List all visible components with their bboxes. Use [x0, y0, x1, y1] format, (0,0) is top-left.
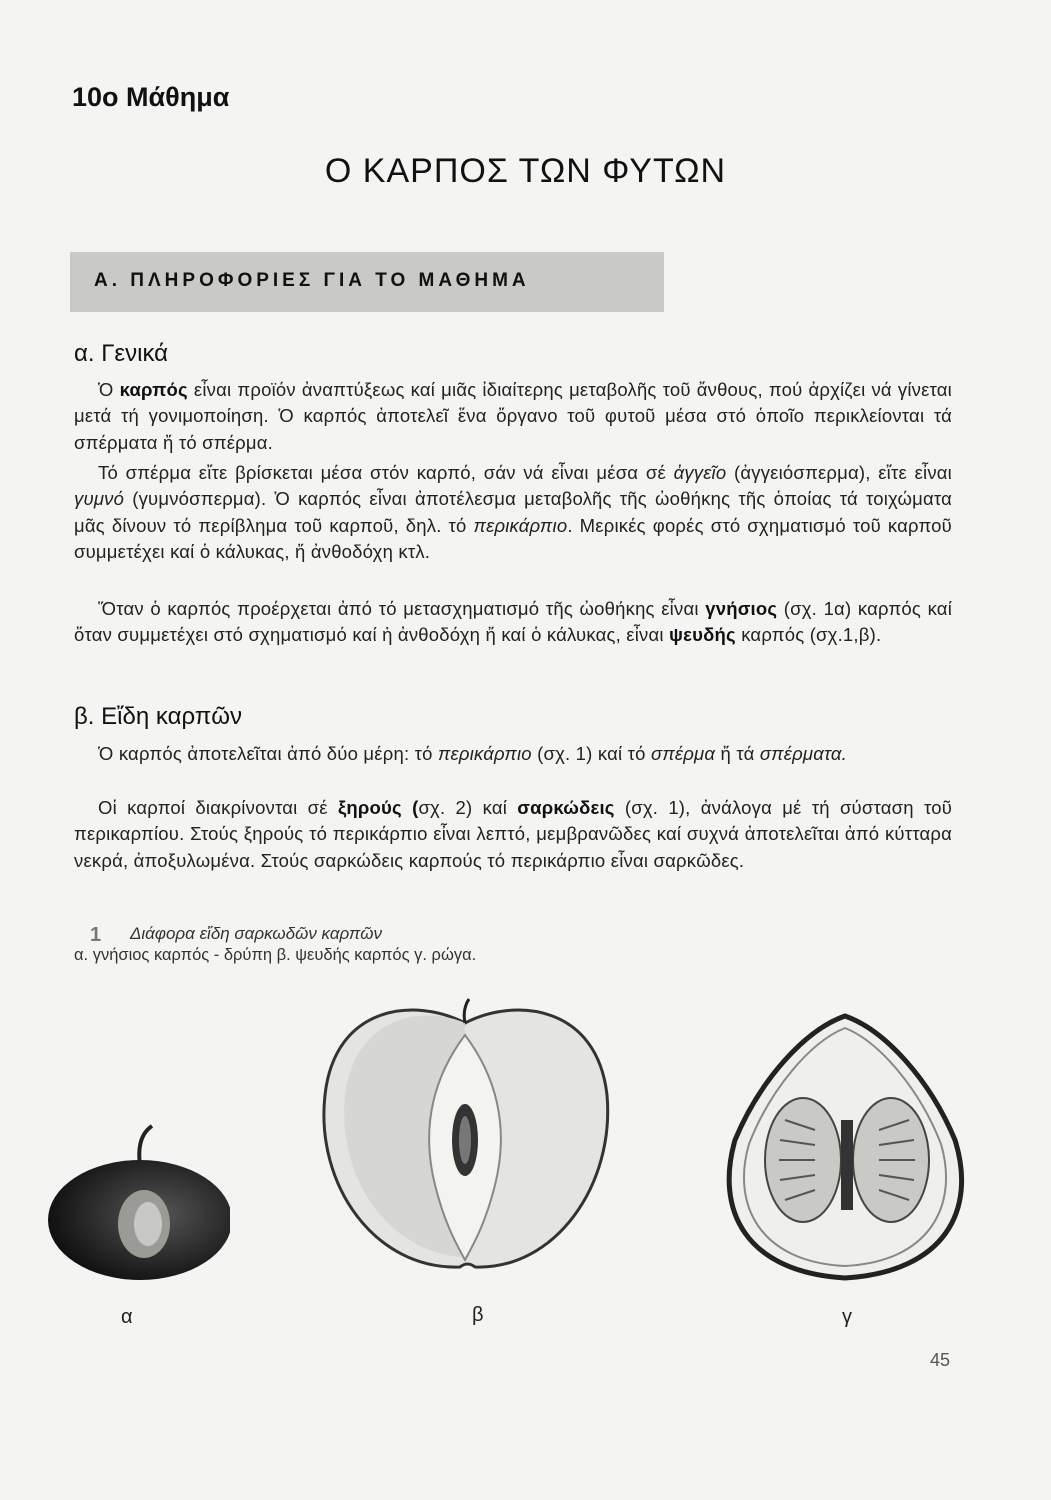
figure-label-a: α [121, 1306, 133, 1328]
figure-label-g: γ [842, 1306, 852, 1328]
section-banner-label: Α. ΠΛΗΡΟΦΟΡΙΕΣ ΓΙΑ ΤΟ ΜΑΘΗΜΑ [94, 270, 530, 291]
section-b-paragraph-1: Ὁ καρπός ἀποτελεῖται ἀπό δύο μέρη: τό περικάρπιο (σχ. 1) καί τό σπέρμα ἤ τά σπέρματα. [98, 743, 847, 764]
figure-label-b: β [472, 1304, 484, 1326]
section-a-heading: α. Γενικά [74, 340, 169, 367]
section-banner [70, 252, 664, 312]
section-a-paragraph-1: Ὁ καρπός εἶναι προϊόν ἀναπτύξεως καί μιᾶς ἰδιαίτερης μεταβολῆς τοῦ ἄνθους, πού ἀρχίζει νά γίνεται μετά τή γονιμοποίηση. Ὁ καρπός ἀποτελεῖ ἕνα ὄργανο τοῦ φυτοῦ μέσα στό ὁποῖο περικλείονται τά σπέρματα ἤ τό σπέρμα. [74, 379, 952, 453]
figure-title: Διάφορα εἴδη σαρκωδῶν καρπῶν [130, 924, 383, 943]
page-title: Ο ΚΑΡΠΟΣ ΤΩΝ ΦΥΤΩΝ [324, 152, 727, 190]
section-a-paragraph-2: Τό σπέρμα εἴτε βρίσκεται μέσα στόν καρπό, σάν νά εἶναι μέσα σέ ἀγγεῖο (ἀγγειόσπερμα), εἴτε εἶναι γυμνό (γυμνόσπερμα). Ὁ καρπός εἶναι ἀποτέλεσμα μεταβολῆς τῆς ὠοθήκης τῆς ὁποίας τά τοιχώματα μᾶς δίνουν τό περίβλημα τοῦ καρποῦ, δηλ. τό περικάρπιο. Μερικές φορές στό σχηματισμό τοῦ καρποῦ συμμετέχει καί ὁ κάλυκας, ἤ ἀνθοδόχη κτλ. [74, 462, 952, 562]
berry-illustration [715, 1010, 975, 1285]
drupe-illustration [40, 1120, 230, 1280]
page-number: 45 [930, 1350, 951, 1370]
section-a-paragraph-3: Ὅταν ὁ καρπός προέρχεται ἀπό τό μετασχηματισμό τῆς ὠοθήκης εἶναι γνήσιος (σχ. 1α) καρπός καί ὅταν συμμετέχει στό σχηματισμό καί ἡ ἀνθοδόχη ἤ καί ὁ κάλυκας, εἶναι ψευδής καρπός (σχ.1,β). [74, 598, 953, 646]
figure-caption: α. γνήσιος καρπός - δρύπη β. ψευδής καρπός γ. ρώγα. [74, 946, 477, 964]
section-b-paragraph-2: Οἱ καρποί διακρίνονται σέ ξηρούς (σχ. 2) καί σαρκώδεις (σχ. 1), ἀνάλογα μέ τή σύσταση τοῦ περικαρπίου. Στούς ξηρούς τό περικάρπιο εἶναι λεπτό, μεμβρανῶδες καί συχνά ἀποτελεῖται ἀπό κύτταρα νεκρά, ἀποξυλωμένα. Στούς σαρκώδεις καρπούς τό περικάρπιο εἶναι σαρκῶδες. [74, 797, 953, 871]
section-b-heading: β. Εἴδη καρπῶν [74, 703, 243, 730]
apple-illustration [315, 995, 615, 1280]
figure-number: 1 [90, 924, 102, 946]
lesson-number: 10ο Μάθημα [72, 82, 230, 112]
